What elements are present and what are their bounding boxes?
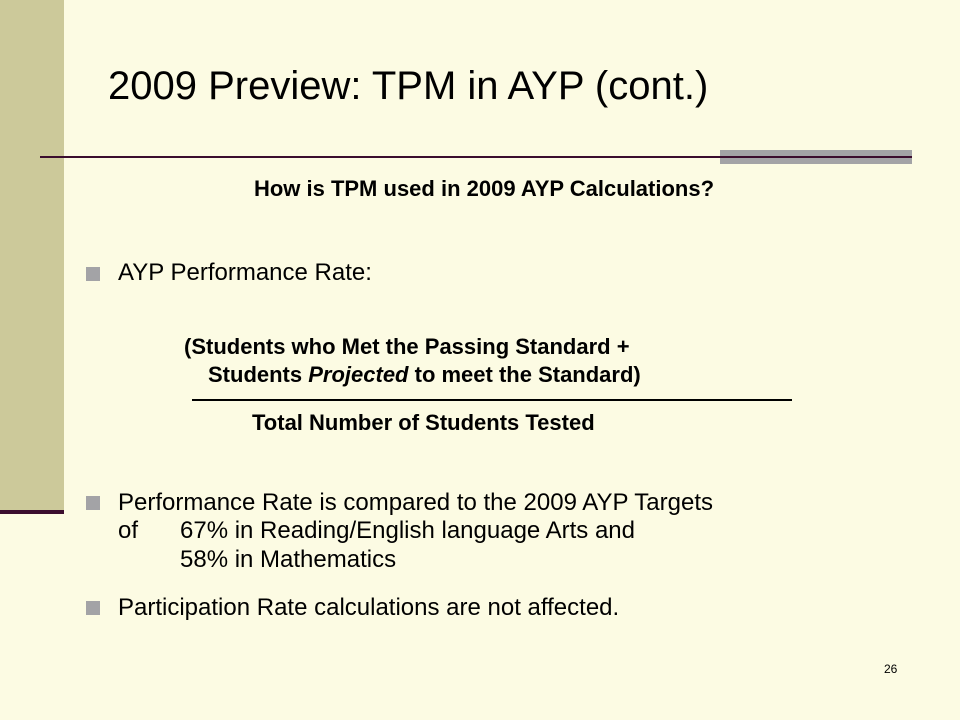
bullet-square-icon (86, 601, 100, 615)
fraction-bar (192, 399, 792, 401)
formula-projected-emphasis: Projected (308, 362, 409, 387)
formula-numerator-line2 (208, 362, 641, 388)
left-bar-underline (0, 510, 64, 514)
page-number: 26 (884, 662, 898, 676)
formula-numerator-line1: (Students who Met the Passing Standard + (184, 334, 630, 359)
slide-title: 2009 Preview: TPM in AYP (cont.) (108, 64, 709, 108)
bullet-performance-rate-line2 (118, 517, 635, 545)
left-decorative-bar (0, 0, 64, 512)
bullet-square-icon (86, 496, 100, 510)
bullet-square-icon (86, 267, 100, 281)
bullet-ayp-performance-rate: AYP Performance Rate: (118, 259, 372, 286)
bullet-performance-rate-reading-target: 67% in Reading/English language Arts and (180, 517, 635, 544)
bullet-performance-rate-math-target: 58% in Mathematics (180, 546, 397, 573)
subtitle (0, 176, 960, 202)
title-divider-accent-line (720, 156, 912, 158)
formula-numerator-line2-pre: Students (208, 362, 309, 387)
bullet-performance-rate-line1: Performance Rate is compared to the 2009 AYP Targets (118, 489, 714, 516)
subtitle-text: How is TPM used in 2009 AYP Calculations? (253, 176, 715, 201)
formula-denominator: Total Number of Students Tested (252, 410, 595, 435)
bullet-performance-rate-of: of (118, 517, 139, 544)
formula-numerator-line2-post: to meet the Standard) (408, 362, 641, 387)
bullet-participation-rate: Participation Rate calculations are not affected. (118, 594, 620, 621)
